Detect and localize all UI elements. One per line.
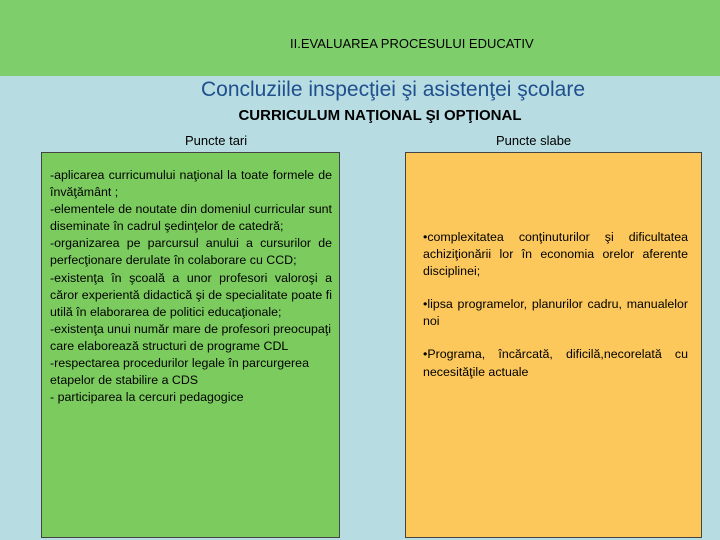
weaknesses-heading: Puncte slabe (496, 133, 572, 148)
weakness-item: •lipsa programelor, planurilor cadru, manualelor noi (423, 297, 688, 329)
header-banner (0, 0, 720, 76)
page-subtitle: CURRICULUM NAŢIONAL ŞI OPŢIONAL (238, 107, 522, 124)
strengths-list (50, 167, 332, 406)
strengths-heading: Puncte tari (185, 133, 248, 148)
page-title: Concluziile inspecţiei şi asistenţei şcolare (200, 78, 585, 101)
strength-item: -aplicarea curricumului naţional la toate formele de învăţământ ; (50, 168, 332, 200)
strength-item: -existenţa unui număr mare de profesori preocupaţi care elaborează structuri de programe CDL (50, 321, 332, 353)
strength-item: -organizarea pe parcursul anului a cursurilor de perfecţionare derulate în colaborare cu CCD; (50, 236, 332, 268)
weaknesses-box (405, 152, 702, 538)
strength-item: -existenţa în şcoală a unor profesori valoroşi a căror experientă didactică şi de specialitate poate fi utilă în elaborarea de politici educaţionale; (50, 270, 332, 319)
strength-item: -respectarea procedurilor legale în parcurgerea etapelor de stabilire a CDS (50, 356, 309, 388)
strength-item: -elementele de noutate din domeniul curricular sunt diseminate în cadrul şedinţelor de catedră; (50, 202, 332, 234)
weaknesses-list (423, 229, 688, 397)
weakness-item: •complexitatea conţinuturilor şi dificultatea achiziţionării lor în economia orelor aferente disciplinei; (423, 230, 688, 279)
banner-title: II.EVALUAREA PROCESULUI EDUCATIV (290, 36, 534, 51)
weakness-item: •Programa, încărcată, dificilă,necorelată cu necesităţile actuale (423, 347, 688, 379)
strengths-box (41, 152, 340, 538)
strength-item: - participarea la cercuri pedagogice (50, 390, 244, 405)
